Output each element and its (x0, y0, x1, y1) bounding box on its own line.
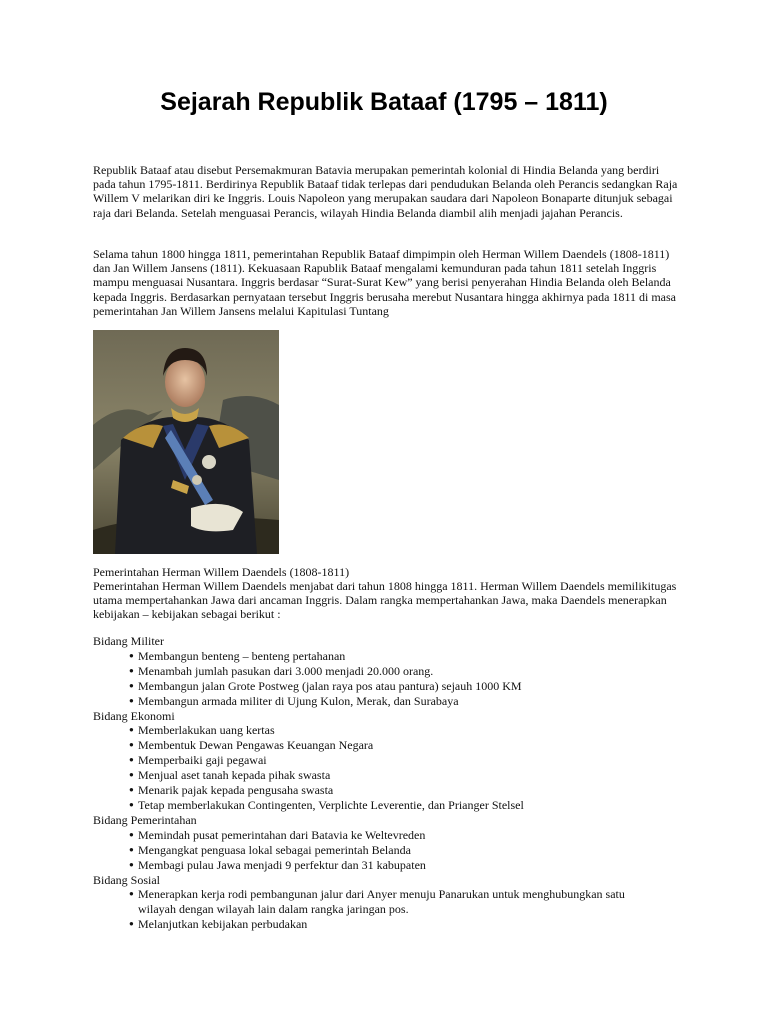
list-item: ● Memindah pusat pemerintahan dari Batavia ke Weltevreden (129, 828, 693, 843)
list-item: ● Menambah jumlah pasukan dari 3.000 menjadi 20.000 orang. (129, 664, 693, 679)
section-heading-pemerintahan: Bidang Pemerintahan (93, 812, 197, 827)
list-item: ● Membangun armada militer di Ujung Kulon, Merak, dan Surabaya (129, 694, 693, 709)
list-item: ● Membangun jalan Grote Postweg (jalan raya pos atau pantura) sejauh 1000 KM (129, 679, 693, 694)
intro-paragraph: Republik Bataaf atau disebut Persemakmuran Batavia merupakan pemerintah kolonial di Hindia Belanda yang berdiri pada tahun 1795-1811. Berdirinya Republik Bataaf tidak terlepas dari pendudukan Belanda oleh Perancis sedangkan Raja Willem V melarikan diri ke Inggris. Louis Napoleon yang merupakan saudara dari Napoleon Bonaparte ditunjuk sebagai raja dari Belanda. Setelah menguasai Perancis, wilayah Hindia Belanda diambil alih menjadi jajahan Perancis. (93, 163, 678, 220)
section-heading-ekonomi: Bidang Ekonomi (93, 708, 175, 723)
list-item: ● Membentuk Dewan Pengawas Keuangan Negara (129, 738, 693, 753)
portrait-caption: Pemerintahan Herman Willem Daendels (1808-1811) (93, 565, 350, 579)
policy-sections (93, 634, 693, 932)
daendels-paragraph: Pemerintahan Herman Willem Daendels menjabat dari tahun 1808 hingga 1811. Herman Willem Daendels memilikitugas utama mempertahankan Jawa dari ancaman Inggris. Dalam rangka mempertahankan Jawa, maka Daendels menerapkan kebijakan – kebijakan sebagai berikut : (93, 579, 677, 622)
pemerintahan-list (93, 828, 693, 873)
militer-list (93, 649, 693, 709)
daendels-portrait-image (93, 330, 279, 554)
section-heading-militer: Bidang Militer (93, 634, 164, 648)
history-paragraph: Selama tahun 1800 hingga 1811, pemerintahan Republik Bataaf dimpimpin oleh Herman Willem Daendels (1808-1811) dan Jan Willem Jansens (1811). Kekuasaan Rapublik Bataaf mengalami kemunduran pada tahun 1811 setelah Inggris mampu menguasai Nusantara. Inggris berdasar “Surat-Surat Kew” yang berisi penyerahan Hindia Belanda oleh Belanda kepada Inggris. Berdasarkan pernyataan tersebut Inggris berusaha merebut Nusantara hingga akhirnya pada 1811 di masa pemerintahan Jan Willem Jansens melalui Kapitulasi Tuntang (93, 247, 677, 318)
list-item: ● Melanjutkan kebijakan perbudakan (129, 917, 693, 932)
list-item: ● Tetap memberlakukan Contingenten, Verplichte Leverentie, dan Prianger Stelsel (129, 798, 693, 813)
ekonomi-list (93, 723, 693, 812)
list-item: ● Menjual aset tanah kepada pihak swasta (129, 768, 693, 783)
section-heading-sosial: Bidang Sosial (93, 872, 161, 887)
list-item: ● Membangun benteng – benteng pertahanan (129, 649, 693, 664)
list-item: ● Mengangkat penguasa lokal sebagai pemerintah Belanda (129, 843, 693, 858)
list-item: ● Menerapkan kerja rodi pembangunan jalur dari Anyer menuju Panarukan untuk menghubungkan satu wilayah dengan wilayah lain dalam rangka jaringan pos. (129, 887, 693, 917)
page-title: Sejarah Republik Bataaf (1795 – 1811) (160, 88, 608, 116)
list-item: ● Menarik pajak kepada pengusaha swasta (129, 783, 693, 798)
list-item: ● Membagi pulau Jawa menjadi 9 perfektur dan 31 kabupaten (129, 858, 693, 873)
list-item: ● Memperbaiki gaji pegawai (129, 753, 693, 768)
sosial-list (93, 887, 693, 932)
list-item: ● Memberlakukan uang kertas (129, 723, 693, 738)
